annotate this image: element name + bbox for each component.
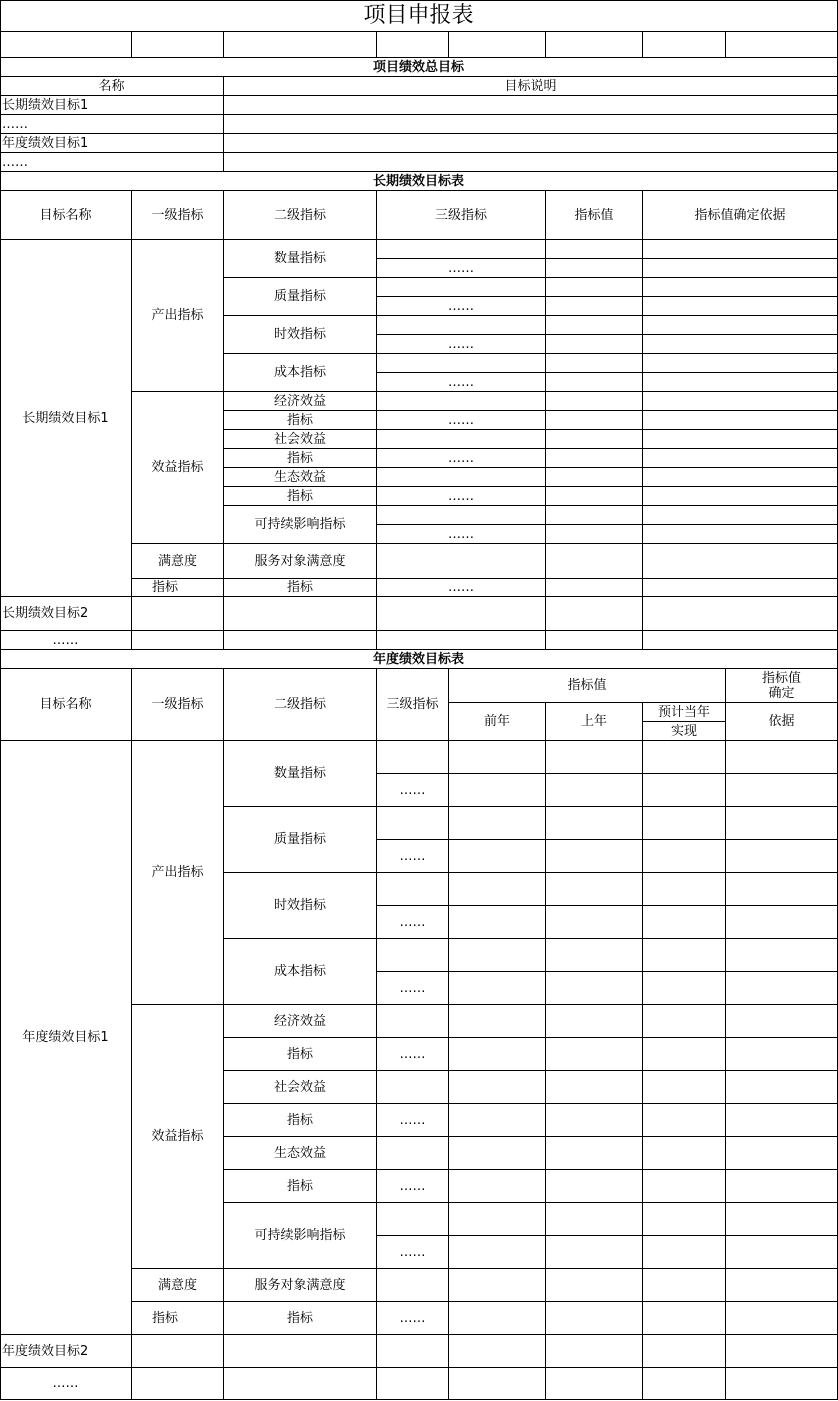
blank-cell[interactable] <box>377 1335 449 1368</box>
value-cell[interactable] <box>643 1137 726 1170</box>
value-cell[interactable] <box>726 939 838 972</box>
col-level3: 三级指标 <box>377 191 546 240</box>
level3-cell[interactable] <box>377 468 546 487</box>
value-cell[interactable] <box>546 1302 643 1335</box>
blank-cell[interactable] <box>546 597 643 631</box>
value-cell[interactable] <box>726 1005 838 1038</box>
value-cell[interactable] <box>546 392 643 411</box>
value-cell[interactable] <box>449 1071 546 1104</box>
social-benefit: 社会效益 <box>224 430 377 449</box>
value-cell[interactable] <box>643 1269 726 1302</box>
value-cell[interactable] <box>643 1335 726 1368</box>
ecological-benefit: 生态效益 <box>224 468 377 487</box>
value-cell[interactable] <box>449 1137 546 1170</box>
overall-row-desc[interactable] <box>224 96 838 115</box>
level3-cell[interactable] <box>377 1137 449 1170</box>
col-level2: 二级指标 <box>224 191 377 240</box>
annual-target-1: 年度绩效目标1 <box>0 741 132 1335</box>
overall-row-label: 长期绩效目标1 <box>0 96 224 115</box>
value-cell[interactable] <box>449 1236 546 1269</box>
level3-ellipsis: …… <box>377 1104 449 1137</box>
value-cell[interactable] <box>726 840 838 873</box>
blank-cell[interactable] <box>377 1368 449 1400</box>
basis-cell[interactable] <box>643 316 838 335</box>
ecological-benefit: 生态效益 <box>224 1137 377 1170</box>
economic-benefit: 经济效益 <box>224 1005 377 1038</box>
blank-cell[interactable] <box>224 597 377 631</box>
sustainability-indicator: 可持续影响指标 <box>224 506 377 544</box>
quantity-indicator: 数量指标 <box>224 240 377 278</box>
blank-cell[interactable] <box>377 631 546 650</box>
value-cell[interactable] <box>726 1104 838 1137</box>
annual-more: …… <box>0 1368 132 1400</box>
value-cell[interactable] <box>546 1038 643 1071</box>
value-cell[interactable] <box>449 1203 546 1236</box>
col-target-name: 目标名称 <box>0 191 132 240</box>
blank-cell[interactable] <box>643 32 726 58</box>
value-cell[interactable] <box>643 1302 726 1335</box>
level3-cell[interactable] <box>377 278 546 297</box>
value-cell[interactable] <box>643 1170 726 1203</box>
value-cell[interactable] <box>643 1203 726 1236</box>
level3-ellipsis: …… <box>377 1170 449 1203</box>
col-level1: 一级指标 <box>132 669 224 741</box>
col-basis-line3: 依据 <box>726 703 838 741</box>
value-cell[interactable] <box>546 544 643 579</box>
value-cell[interactable] <box>726 1038 838 1071</box>
value-cell[interactable] <box>546 506 643 525</box>
value-cell[interactable] <box>546 1170 643 1203</box>
value-cell[interactable] <box>546 1104 643 1137</box>
sustainability-indicator: 可持续影响指标 <box>224 1203 377 1269</box>
cost-indicator: 成本指标 <box>224 939 377 1005</box>
satisfaction-indicator-cont: 指标 <box>132 1302 224 1335</box>
quality-indicator: 质量指标 <box>224 807 377 873</box>
level3-ellipsis: …… <box>377 335 546 354</box>
timeliness-indicator: 时效指标 <box>224 316 377 354</box>
blank-cell[interactable] <box>132 1335 224 1368</box>
value-cell[interactable] <box>546 297 643 316</box>
name-label: 名称 <box>0 77 224 96</box>
value-cell[interactable] <box>546 1368 643 1400</box>
blank-cell[interactable] <box>726 32 838 58</box>
benefit-indicator: 效益指标 <box>132 1005 224 1269</box>
output-indicator: 产出指标 <box>132 741 224 1005</box>
value-cell[interactable] <box>726 1269 838 1302</box>
basis-cell[interactable] <box>643 544 838 579</box>
page-title: 项目申报表 <box>0 0 838 32</box>
value-cell[interactable] <box>449 1269 546 1302</box>
blank-cell[interactable] <box>224 1368 377 1400</box>
blank-cell[interactable] <box>132 32 224 58</box>
level3-ellipsis: …… <box>377 774 449 807</box>
value-cell[interactable] <box>643 972 726 1005</box>
level3-ellipsis: …… <box>377 297 546 316</box>
value-cell[interactable] <box>449 1005 546 1038</box>
basis-cell[interactable] <box>643 354 838 373</box>
value-cell[interactable] <box>546 1005 643 1038</box>
longterm-target-1: 长期绩效目标1 <box>0 240 132 597</box>
level3-cell[interactable] <box>377 354 546 373</box>
basis-cell[interactable] <box>643 240 838 259</box>
blank-cell[interactable] <box>224 32 377 58</box>
level3-cell[interactable] <box>377 1269 449 1302</box>
value-cell[interactable] <box>643 1005 726 1038</box>
value-cell[interactable] <box>546 1236 643 1269</box>
col-indicator-value: 指标值 <box>449 669 726 703</box>
value-cell[interactable] <box>643 741 726 774</box>
longterm-target-2: 长期绩效目标2 <box>0 597 132 631</box>
col-value-basis: 指标值确定依据 <box>643 191 838 240</box>
value-cell[interactable] <box>546 468 643 487</box>
blank-cell[interactable] <box>546 631 643 650</box>
value-cell[interactable] <box>449 1170 546 1203</box>
level3-cell[interactable] <box>377 741 449 774</box>
value-cell[interactable] <box>643 906 726 939</box>
overall-row-label: …… <box>0 115 224 134</box>
col-expected-line2: 实现 <box>643 722 726 741</box>
satisfaction-indicator-cont: 指标 <box>132 579 224 597</box>
blank-cell[interactable] <box>546 32 643 58</box>
value-cell[interactable] <box>546 240 643 259</box>
value-cell[interactable] <box>546 373 643 392</box>
value-cell[interactable] <box>643 939 726 972</box>
level3-cell[interactable] <box>377 1005 449 1038</box>
basis-cell[interactable] <box>643 278 838 297</box>
value-cell[interactable] <box>643 1368 726 1400</box>
col-level2: 二级指标 <box>224 669 377 741</box>
social-benefit: 社会效益 <box>224 1071 377 1104</box>
quantity-indicator: 数量指标 <box>224 741 377 807</box>
value-cell[interactable] <box>643 807 726 840</box>
value-cell[interactable] <box>546 807 643 840</box>
level3-cell[interactable] <box>377 939 449 972</box>
overall-row-desc[interactable] <box>224 134 838 153</box>
basis-cell[interactable] <box>643 525 838 544</box>
value-cell[interactable] <box>546 741 643 774</box>
economic-benefit-cont: 指标 <box>224 1038 377 1071</box>
overall-row-desc[interactable] <box>224 153 838 172</box>
description-label: 目标说明 <box>224 77 838 96</box>
basis-cell[interactable] <box>643 373 838 392</box>
value-cell[interactable] <box>546 1071 643 1104</box>
value-cell[interactable] <box>546 972 643 1005</box>
col-value-basis-top <box>726 669 838 703</box>
value-cell[interactable] <box>449 1368 546 1400</box>
overall-row-label: 年度绩效目标1 <box>0 134 224 153</box>
value-cell[interactable] <box>449 1335 546 1368</box>
value-cell[interactable] <box>546 840 643 873</box>
col-basis-line2: 确定 <box>768 685 795 701</box>
longterm-table-header: 长期绩效目标表 <box>0 172 838 191</box>
value-cell[interactable] <box>449 741 546 774</box>
value-cell[interactable] <box>546 411 643 430</box>
value-cell[interactable] <box>546 525 643 544</box>
value-cell[interactable] <box>449 1104 546 1137</box>
value-cell[interactable] <box>449 939 546 972</box>
value-cell[interactable] <box>726 972 838 1005</box>
level3-cell[interactable] <box>377 392 546 411</box>
economic-benefit: 经济效益 <box>224 392 377 411</box>
value-cell[interactable] <box>726 1203 838 1236</box>
col-expected-line1: 预计当年 <box>643 703 726 722</box>
level3-ellipsis: …… <box>377 840 449 873</box>
blank-cell[interactable] <box>643 631 838 650</box>
level3-cell[interactable] <box>377 873 449 906</box>
value-cell[interactable] <box>726 1137 838 1170</box>
level3-ellipsis: …… <box>377 1236 449 1269</box>
level3-cell[interactable] <box>377 544 546 579</box>
col-basis-line1: 指标值 <box>761 670 801 686</box>
blank-cell[interactable] <box>643 597 838 631</box>
col-indicator-value: 指标值 <box>546 191 643 240</box>
basis-cell[interactable] <box>643 335 838 354</box>
value-cell[interactable] <box>726 774 838 807</box>
value-cell[interactable] <box>643 1071 726 1104</box>
value-cell[interactable] <box>449 1302 546 1335</box>
level3-ellipsis: …… <box>377 1302 449 1335</box>
basis-cell[interactable] <box>643 430 838 449</box>
blank-cell[interactable] <box>377 32 449 58</box>
value-cell[interactable] <box>546 335 643 354</box>
social-benefit-cont: 指标 <box>224 1104 377 1137</box>
col-prev-year: 前年 <box>449 703 546 741</box>
value-cell[interactable] <box>546 449 643 468</box>
value-cell[interactable] <box>449 807 546 840</box>
level3-cell[interactable] <box>377 506 546 525</box>
value-cell[interactable] <box>449 1038 546 1071</box>
blank-cell[interactable] <box>449 32 546 58</box>
level3-cell[interactable] <box>377 430 546 449</box>
basis-cell[interactable] <box>643 392 838 411</box>
service-satisfaction: 服务对象满意度 <box>224 1269 377 1302</box>
value-cell[interactable] <box>726 807 838 840</box>
value-cell[interactable] <box>546 259 643 278</box>
value-cell[interactable] <box>546 1137 643 1170</box>
level3-ellipsis: …… <box>377 259 546 278</box>
ecological-benefit-cont: 指标 <box>224 1170 377 1203</box>
annual-table-header: 年度绩效目标表 <box>0 650 838 669</box>
level3-ellipsis: …… <box>377 487 546 506</box>
value-cell[interactable] <box>449 972 546 1005</box>
level3-cell[interactable] <box>377 1203 449 1236</box>
satisfaction-indicator: 满意度 <box>132 1269 224 1302</box>
satisfaction-indicator: 满意度 <box>132 544 224 579</box>
blank-cell[interactable] <box>224 1335 377 1368</box>
value-cell[interactable] <box>546 487 643 506</box>
col-level3: 三级指标 <box>377 669 449 741</box>
blank-cell[interactable] <box>132 597 224 631</box>
value-cell[interactable] <box>449 840 546 873</box>
overall-goal-header: 项目绩效总目标 <box>0 58 838 77</box>
overall-row-label: …… <box>0 153 224 172</box>
value-cell[interactable] <box>546 1335 643 1368</box>
value-cell[interactable] <box>546 354 643 373</box>
value-cell[interactable] <box>449 873 546 906</box>
value-cell[interactable] <box>726 873 838 906</box>
annual-target-2: 年度绩效目标2 <box>0 1335 132 1368</box>
value-cell[interactable] <box>546 1203 643 1236</box>
value-cell[interactable] <box>726 1335 838 1368</box>
value-cell[interactable] <box>449 774 546 807</box>
value-cell[interactable] <box>726 906 838 939</box>
value-cell[interactable] <box>546 873 643 906</box>
basis-cell[interactable] <box>643 297 838 316</box>
blank-cell[interactable] <box>377 597 546 631</box>
cost-indicator: 成本指标 <box>224 354 377 392</box>
value-cell[interactable] <box>449 906 546 939</box>
output-indicator: 产出指标 <box>132 240 224 392</box>
level3-ellipsis: …… <box>377 906 449 939</box>
level3-ellipsis: …… <box>377 525 546 544</box>
level3-ellipsis: …… <box>377 972 449 1005</box>
service-satisfaction: 服务对象满意度 <box>224 544 377 579</box>
value-cell[interactable] <box>546 774 643 807</box>
basis-cell[interactable] <box>643 449 838 468</box>
level3-ellipsis: …… <box>377 373 546 392</box>
timeliness-indicator: 时效指标 <box>224 873 377 939</box>
basis-cell[interactable] <box>643 411 838 430</box>
value-cell[interactable] <box>546 579 643 597</box>
economic-benefit-cont: 指标 <box>224 411 377 430</box>
basis-cell[interactable] <box>643 259 838 278</box>
basis-cell[interactable] <box>643 506 838 525</box>
social-benefit-cont: 指标 <box>224 449 377 468</box>
value-cell[interactable] <box>546 278 643 297</box>
level3-ellipsis: …… <box>377 411 546 430</box>
value-cell[interactable] <box>726 1071 838 1104</box>
quality-indicator: 质量指标 <box>224 278 377 316</box>
value-cell[interactable] <box>726 741 838 774</box>
service-satisfaction-cont: 指标 <box>224 1302 377 1335</box>
blank-cell[interactable] <box>132 1368 224 1400</box>
longterm-more: …… <box>0 631 132 650</box>
value-cell[interactable] <box>546 906 643 939</box>
value-cell[interactable] <box>643 873 726 906</box>
basis-cell[interactable] <box>643 579 838 597</box>
value-cell[interactable] <box>546 316 643 335</box>
level3-ellipsis: …… <box>377 579 546 597</box>
benefit-indicator: 效益指标 <box>132 392 224 544</box>
value-cell[interactable] <box>726 1302 838 1335</box>
value-cell[interactable] <box>726 1170 838 1203</box>
value-cell[interactable] <box>643 774 726 807</box>
overall-row-desc[interactable] <box>224 115 838 134</box>
level3-cell[interactable] <box>377 240 546 259</box>
level3-cell[interactable] <box>377 807 449 840</box>
col-target-name: 目标名称 <box>0 669 132 741</box>
value-cell[interactable] <box>643 1038 726 1071</box>
value-cell[interactable] <box>726 1368 838 1400</box>
level3-cell[interactable] <box>377 316 546 335</box>
value-cell[interactable] <box>546 939 643 972</box>
col-level1: 一级指标 <box>132 191 224 240</box>
blank-cell[interactable] <box>0 32 132 58</box>
value-cell[interactable] <box>643 1236 726 1269</box>
value-cell[interactable] <box>643 1104 726 1137</box>
basis-cell[interactable] <box>643 468 838 487</box>
level3-ellipsis: …… <box>377 449 546 468</box>
basis-cell[interactable] <box>643 487 838 506</box>
level3-ellipsis: …… <box>377 1038 449 1071</box>
value-cell[interactable] <box>546 1269 643 1302</box>
value-cell[interactable] <box>643 840 726 873</box>
value-cell[interactable] <box>726 1236 838 1269</box>
level3-cell[interactable] <box>377 1071 449 1104</box>
value-cell[interactable] <box>546 430 643 449</box>
service-satisfaction-cont: 指标 <box>224 579 377 597</box>
col-last-year: 上年 <box>546 703 643 741</box>
blank-cell[interactable] <box>224 631 377 650</box>
ecological-benefit-cont: 指标 <box>224 487 377 506</box>
blank-cell[interactable] <box>132 631 224 650</box>
